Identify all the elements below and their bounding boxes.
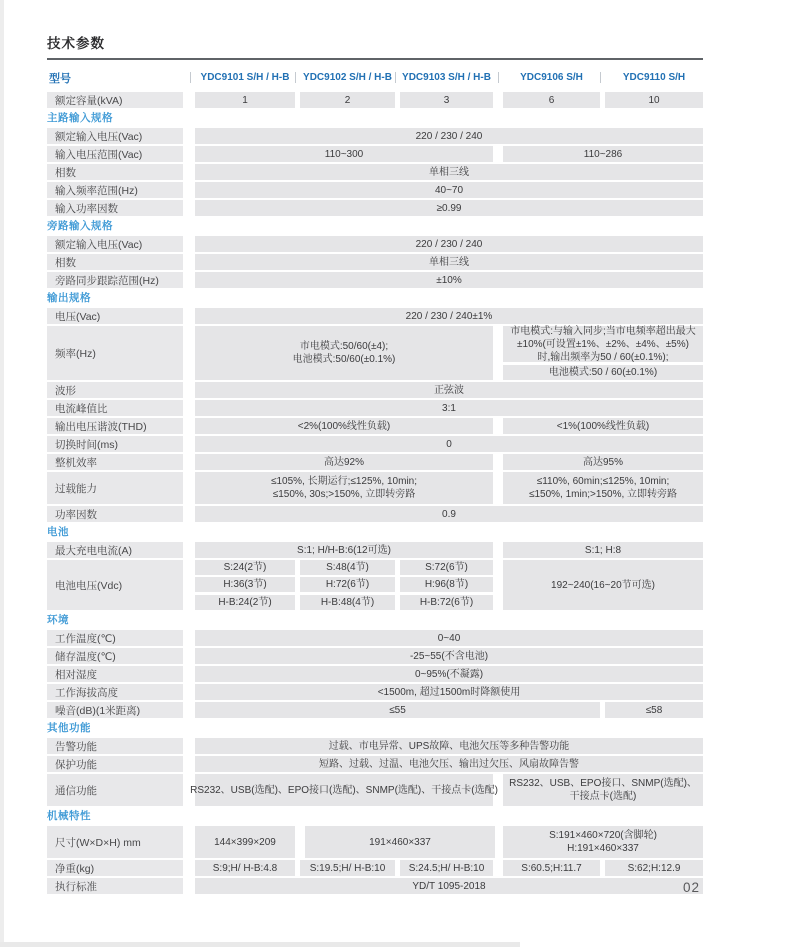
- table-row: [47, 684, 703, 700]
- cell-text: 电池模式:50 / 60(±0.1%): [548, 367, 658, 378]
- spacer: [183, 472, 195, 504]
- cell-text: 110~300: [324, 148, 364, 160]
- value-cell: [195, 272, 703, 288]
- row-values: [195, 506, 703, 522]
- value-cell: [195, 560, 295, 575]
- cell-text: 正弦波: [434, 384, 464, 396]
- cell-text: H:191×460×337: [567, 843, 639, 854]
- value-cell: [195, 182, 703, 198]
- value-cell: [400, 577, 493, 592]
- cell-text: 短路、过载、过温、电池欠压、输出过欠压、风扇故障告警: [319, 758, 579, 770]
- spacer: [183, 860, 195, 876]
- spacer: [183, 236, 195, 252]
- cell-text: H-B:72(6节): [419, 597, 474, 608]
- table-row: [47, 418, 703, 434]
- row-values: [195, 128, 703, 144]
- value-cell: [400, 560, 493, 575]
- value-cell: [503, 146, 703, 162]
- spacer: [183, 146, 195, 162]
- row-values: [195, 472, 703, 504]
- value-cell: [503, 472, 703, 504]
- row-label: 告警功能: [47, 738, 183, 754]
- table-row: [47, 738, 703, 754]
- value-cell: [300, 92, 395, 108]
- value-cell: [195, 454, 493, 470]
- table-header-row: [47, 66, 703, 89]
- cell-text: H:96(8节): [424, 579, 469, 590]
- row-values: [195, 860, 703, 876]
- row-values: [195, 146, 703, 162]
- table-row: [47, 182, 703, 198]
- row-label: 噪音(dB)(1米距离): [47, 702, 183, 718]
- value-cell: [300, 560, 395, 575]
- section-header: 主路输入规格: [47, 112, 113, 124]
- table-row: [47, 164, 703, 180]
- value-cell: [605, 92, 703, 108]
- row-values: [195, 436, 703, 452]
- cell-text: 市电模式:50/60(±4);: [299, 341, 389, 352]
- row-label: 输出电压谐波(THD): [47, 418, 183, 434]
- row-values: [195, 878, 703, 894]
- spacer: [183, 182, 195, 198]
- row-label: 旁路同步跟踪范围(Hz): [47, 272, 183, 288]
- cell-text: 干接点卡(选配): [569, 791, 637, 802]
- value-cell: [195, 382, 703, 398]
- spacer: [183, 128, 195, 144]
- value-cell: [195, 200, 703, 216]
- table-row: [47, 506, 703, 522]
- spacer: [183, 560, 195, 610]
- row-label: 相对湿度: [47, 666, 183, 682]
- row-values: [190, 774, 703, 806]
- value-cell: [503, 454, 703, 470]
- row-label: 电压(Vac): [47, 308, 183, 324]
- cell-text: 高达95%: [582, 456, 623, 468]
- section-header: 其他功能: [47, 722, 91, 734]
- row-values: [195, 684, 703, 700]
- row-label: 波形: [47, 382, 183, 398]
- row-label: 切换时间(ms): [47, 436, 183, 452]
- spacer: [183, 702, 195, 718]
- column-divider: [295, 72, 296, 83]
- row-label: 频率(Hz): [47, 326, 183, 380]
- page-title: 技术参数: [47, 36, 105, 51]
- cell-text: RS232、USB(选配)、EPO接口(选配)、SNMP(选配)、干接点卡(选配): [190, 784, 498, 796]
- value-cell: [195, 472, 493, 504]
- table-row: [47, 254, 703, 270]
- value-cell: [195, 418, 493, 434]
- spacer: [183, 164, 195, 180]
- value-cell: [195, 506, 703, 522]
- row-label: 电池电压(Vdc): [47, 560, 183, 610]
- row-label: 输入电压范围(Vac): [47, 146, 183, 162]
- spacer: [183, 308, 195, 324]
- row-values: [195, 254, 703, 270]
- value-cell: [195, 146, 493, 162]
- spacer: [183, 400, 195, 416]
- table-row: [47, 878, 703, 894]
- row-values: [195, 326, 703, 380]
- table-row: [47, 454, 703, 470]
- model-header-label: 型号: [49, 72, 71, 85]
- column-header: YDC9110 S/H: [622, 72, 686, 83]
- value-cell: [503, 774, 703, 806]
- cell-text: ±10%: [436, 274, 462, 286]
- cell-text: 6: [548, 94, 555, 106]
- cell-text: 220 / 230 / 240: [415, 130, 483, 142]
- spacer: [183, 254, 195, 270]
- column-divider: [498, 72, 499, 83]
- column-header: YDC9106 S/H: [520, 72, 583, 83]
- value-cell: [195, 630, 703, 646]
- value-cell: [503, 542, 703, 558]
- table-row: [47, 756, 703, 772]
- value-cell: [195, 684, 703, 700]
- cell-text: S:1; H:8: [584, 544, 622, 556]
- row-label: 尺寸(W×D×H) mm: [47, 826, 183, 858]
- spacer: [183, 756, 195, 772]
- spacer: [183, 418, 195, 434]
- table-row: [47, 666, 703, 682]
- row-label: 通信功能: [47, 774, 183, 806]
- value-cell: [195, 326, 493, 380]
- page-number: 02: [683, 880, 701, 895]
- row-values: [195, 648, 703, 664]
- cell-text: S:19.5;H/ H-B:10: [309, 862, 386, 874]
- cell-text: ≤150%, 30s;>150%, 立即转旁路: [272, 489, 416, 500]
- cell-text: ≤105%, 长期运行;≤125%, 10min;: [270, 476, 418, 487]
- value-cell: [400, 860, 493, 876]
- value-cell: [195, 756, 703, 772]
- cell-text: 2: [344, 94, 351, 106]
- value-cell: [305, 826, 495, 858]
- section-header: 机械特性: [47, 810, 91, 822]
- value-cell: [503, 92, 600, 108]
- model-columns: [195, 66, 703, 89]
- row-values: [195, 382, 703, 398]
- column-header: YDC9103 S/H / H-B: [402, 72, 491, 83]
- cell-text: 0: [446, 438, 452, 450]
- cell-text: 220 / 230 / 240±1%: [405, 310, 493, 322]
- cell-text: S:60.5;H:11.7: [521, 862, 582, 874]
- table-row: [47, 272, 703, 288]
- column-divider: [600, 72, 601, 83]
- cell-text: <1%(100%线性负载): [556, 420, 650, 432]
- row-values: [195, 92, 703, 108]
- row-label: 最大充电电流(A): [47, 542, 183, 558]
- column-header: YDC9102 S/H / H-B: [303, 72, 392, 83]
- cell-text: S:1; H/H-B:6(12可选): [297, 544, 391, 556]
- row-label: 输入功率因数: [47, 200, 183, 216]
- cell-text: ±10%(可设置±1%、±2%、±4%、±5%): [517, 338, 689, 350]
- cell-text: <2%(100%线性负载): [297, 420, 391, 432]
- value-cell: [195, 92, 295, 108]
- row-values: [195, 826, 703, 858]
- value-cell: [195, 648, 703, 664]
- cell-text: 高达92%: [323, 456, 364, 468]
- value-cell: [195, 236, 703, 252]
- spacer: [183, 684, 195, 700]
- cell-text: 0~95%(不凝露): [414, 668, 484, 680]
- cell-text: 市电模式:与输入同步;当市电频率超出最大: [510, 325, 696, 337]
- spacer: [183, 436, 195, 452]
- value-cell: [195, 860, 295, 876]
- top-rule-divider: [47, 58, 703, 60]
- row-label: 额定输入电压(Vac): [47, 236, 183, 252]
- row-label: 保护功能: [47, 756, 183, 772]
- table-row: [47, 400, 703, 416]
- row-label: 电流峰值比: [47, 400, 183, 416]
- cell-text: <1500m, 超过1500m时降额使用: [377, 686, 521, 698]
- row-label: 执行标准: [47, 878, 183, 894]
- value-cell: [400, 92, 493, 108]
- cell-text: 时,输出频率为50 / 60(±0.1%);: [537, 351, 669, 363]
- row-values: [195, 560, 703, 610]
- spacer: [183, 738, 195, 754]
- table-row: [47, 560, 703, 610]
- value-cell: [195, 128, 703, 144]
- value-cell: [195, 666, 703, 682]
- cell-text: S:48(4节): [326, 562, 369, 573]
- value-cell: [195, 826, 295, 858]
- spacer: [183, 272, 195, 288]
- cell-text: 电池模式:50/60(±0.1%): [292, 354, 396, 365]
- cell-text: 3:1: [442, 402, 456, 414]
- cell-text: 110~286: [583, 148, 623, 160]
- cell-text: ≤150%, 1min;>150%, 立即转旁路: [528, 489, 678, 500]
- cell-text: 0~40: [437, 632, 461, 644]
- cell-text: 0.9: [442, 508, 456, 520]
- cell-text: H:72(6节): [325, 579, 370, 590]
- cell-text: S:24.5;H/ H-B:10: [408, 862, 485, 874]
- row-values: [195, 182, 703, 198]
- row-values: [195, 200, 703, 216]
- cell-text: 40~70: [434, 184, 464, 196]
- cell-text: H:36(3节): [223, 579, 267, 590]
- row-label: 输入频率范围(Hz): [47, 182, 183, 198]
- cell-text: S:9;H/ H-B:4.8: [212, 862, 278, 874]
- row-label: 额定输入电压(Vac): [47, 128, 183, 144]
- table-row: [47, 146, 703, 162]
- spacer: [183, 326, 195, 380]
- row-label: 过载能力: [47, 472, 183, 504]
- cell-text: 191×460×337: [369, 836, 431, 848]
- cell-text: S:191×460×720(含脚轮): [549, 830, 657, 841]
- table-row: [47, 630, 703, 646]
- spacer: [183, 826, 195, 858]
- value-cell: [605, 860, 703, 876]
- spacer: [183, 666, 195, 682]
- table-row: [47, 382, 703, 398]
- value-cell: [195, 164, 703, 180]
- table-row: [47, 128, 703, 144]
- row-values: [195, 756, 703, 772]
- cell-text: RS232、USB、EPO接口、SNMP(选配)、: [509, 778, 697, 789]
- cell-text: 单相三线: [429, 256, 469, 268]
- column-divider: [395, 72, 396, 83]
- row-label: 功率因数: [47, 506, 183, 522]
- table-row: [47, 826, 703, 858]
- table-row: [47, 774, 703, 806]
- row-values: [195, 272, 703, 288]
- row-values: [195, 164, 703, 180]
- row-label: 工作温度(℃): [47, 630, 183, 646]
- cell-text: ≤110%, 60min;≤125%, 10min;: [536, 476, 670, 487]
- value-cell: [503, 826, 703, 858]
- cell-text: H-B:24(2节): [218, 597, 272, 608]
- cell-text: 过载、市电异常、UPS故障、电池欠压等多种告警功能: [328, 740, 570, 752]
- column-divider: [190, 72, 191, 83]
- spacer: [183, 92, 195, 108]
- value-cell: [195, 436, 703, 452]
- section-header: 环境: [47, 614, 69, 626]
- section-header: 旁路输入规格: [47, 220, 113, 232]
- value-cell: [195, 254, 703, 270]
- row-values: [195, 738, 703, 754]
- value-cell: [195, 702, 600, 718]
- row-values: [195, 542, 703, 558]
- table-row: [47, 648, 703, 664]
- value-cell: [195, 878, 703, 894]
- cell-text: 单相三线: [429, 166, 469, 178]
- cell-text: ≤55: [389, 704, 406, 716]
- value-cell: [400, 595, 493, 610]
- row-values: [195, 400, 703, 416]
- spec-table: [47, 66, 703, 896]
- spacer: [183, 506, 195, 522]
- section-header: 输出规格: [47, 292, 91, 304]
- table-row: [47, 326, 703, 380]
- table-row: [47, 542, 703, 558]
- row-label: 工作海拔高度: [47, 684, 183, 700]
- value-cell: [195, 308, 703, 324]
- row-values: [195, 630, 703, 646]
- cell-text: YD/T 1095-2018: [412, 880, 486, 892]
- spacer: [183, 630, 195, 646]
- cell-text: ≤58: [645, 704, 663, 716]
- cell-text: 3: [443, 94, 450, 106]
- spacer: [183, 542, 195, 558]
- cell-text: 1: [242, 94, 248, 106]
- value-cell: [195, 577, 295, 592]
- spacer: [183, 382, 195, 398]
- row-label: 相数: [47, 164, 183, 180]
- cell-text: S:24(2节): [223, 562, 267, 573]
- table-row: [47, 200, 703, 216]
- value-cell: [195, 542, 493, 558]
- spacer: [183, 648, 195, 664]
- cell-text: ≥0.99: [436, 202, 462, 214]
- row-label: 净重(kg): [47, 860, 183, 876]
- column-header: YDC9101 S/H / H-B: [200, 72, 290, 83]
- value-cell: [503, 365, 703, 380]
- cell-text: 192~240(16~20节可选): [551, 579, 655, 591]
- value-cell: [300, 595, 395, 610]
- value-cell: [503, 418, 703, 434]
- value-cell: [195, 400, 703, 416]
- cell-text: 10: [648, 94, 660, 106]
- row-label: 整机效率: [47, 454, 183, 470]
- row-label: 储存温度(℃): [47, 648, 183, 664]
- row-values: [195, 418, 703, 434]
- table-row: [47, 92, 703, 108]
- table-row: [47, 236, 703, 252]
- row-values: [195, 236, 703, 252]
- value-cell: [503, 326, 703, 362]
- row-values: [195, 454, 703, 470]
- value-cell: [195, 738, 703, 754]
- table-row: [47, 436, 703, 452]
- spacer: [183, 200, 195, 216]
- cell-text: 144×399×209: [214, 836, 276, 848]
- table-row: [47, 308, 703, 324]
- value-cell: [300, 577, 395, 592]
- cell-text: H-B:48(4节): [320, 597, 375, 608]
- value-cell: [605, 702, 703, 718]
- spacer: [183, 66, 195, 89]
- table-row: [47, 472, 703, 504]
- spacer: [183, 878, 195, 894]
- row-label: 相数: [47, 254, 183, 270]
- row-label: 额定容量(kVA): [47, 92, 183, 108]
- spacer: [183, 454, 195, 470]
- section-header: 电池: [47, 526, 69, 538]
- cell-text: 220 / 230 / 240: [415, 238, 483, 250]
- row-values: [195, 666, 703, 682]
- cell-text: S:62;H:12.9: [627, 862, 681, 874]
- row-values: [195, 702, 703, 718]
- value-cell: [195, 595, 295, 610]
- table-row: [47, 860, 703, 876]
- table-row: [47, 702, 703, 718]
- cell-text: S:72(6节): [425, 562, 468, 573]
- value-cell: [300, 860, 395, 876]
- row-values: [195, 308, 703, 324]
- cell-text: -25~55(不含电池): [409, 650, 489, 662]
- value-cell: [190, 774, 498, 806]
- value-cell: [503, 860, 600, 876]
- value-cell: [503, 560, 703, 610]
